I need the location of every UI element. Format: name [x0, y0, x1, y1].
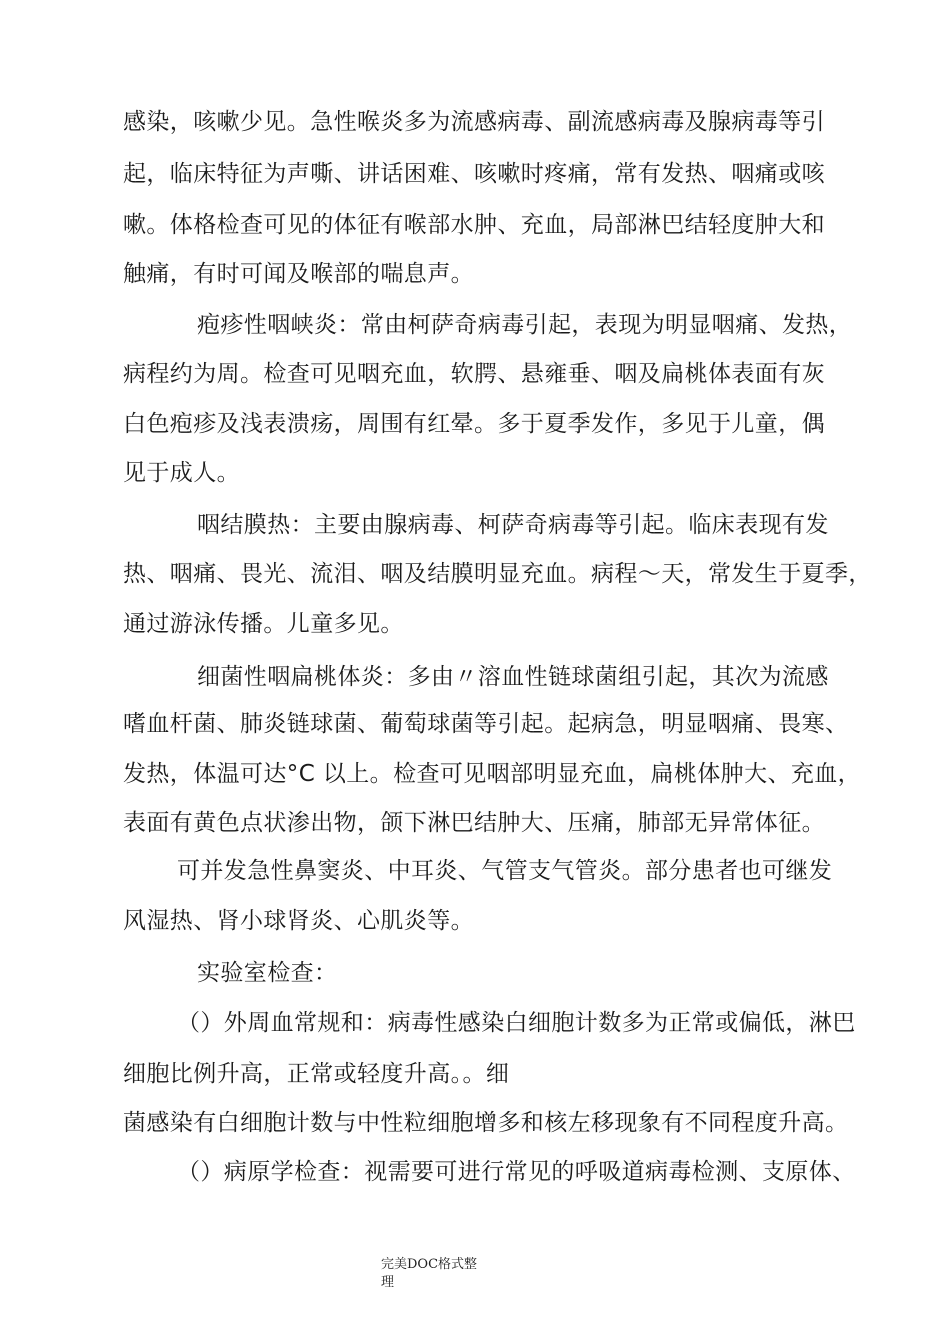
- text-line-21: 菌感染有白细胞计数与中性粒细胞增多和核左移现象有不同程度升高。: [123, 1110, 849, 1136]
- text-line-11: 通过游泳传播。儿童多见。: [123, 611, 404, 637]
- text-line-1: 感染，咳嗽少见。急性喉炎多为流感病毒、副流感病毒及腺病毒等引: [123, 109, 825, 135]
- text-line-17: 风湿热、肾小球肾炎、心肌炎等。: [123, 908, 474, 934]
- text-line-18: 实验室检查：: [197, 960, 338, 986]
- text-line-8: 见于成人。: [123, 460, 240, 486]
- text-line-3: 嗽。体格检查可见的体征有喉部水肿、充血，局部淋巴结轻度肿大和: [123, 212, 825, 238]
- text-line-20: 细胞比例升高，正常或轻度升高。。细: [123, 1061, 510, 1087]
- text-line-5: 疱疹性咽峡炎：常由柯萨奇病毒引起，表现为明显咽痛、发热，: [197, 312, 853, 338]
- text-line-6: 病程约为周。检查可见咽充血，软腭、悬雍垂、咽及扁桃体表面有灰: [123, 361, 825, 387]
- footer-line-1: 完美DOC格式整: [381, 1257, 478, 1272]
- text-line-2: 起，临床特征为声嘶、讲话困难、咳嗽时疼痛，常有发热、咽痛或咳: [123, 161, 825, 187]
- text-line-7: 白色疱疹及浅表溃疡，周围有红晕。多于夏季发作，多见于儿童，偶: [123, 411, 825, 437]
- text-line-19: （）外周血常规和：病毒性感染白细胞计数多为正常或偏低，淋巴: [177, 1010, 856, 1036]
- text-line-22: （）病原学检查：视需要可进行常见的呼吸道病毒检测、支原体、: [177, 1159, 856, 1185]
- text-line-16: 可并发急性鼻窦炎、中耳炎、气管支气管炎。部分患者也可继发: [177, 858, 833, 884]
- text-line-9: 咽结膜热：主要由腺病毒、柯萨奇病毒等引起。临床表现有发: [197, 512, 829, 538]
- text-line-13: 嗜血杆菌、肺炎链球菌、葡萄球菌等引起。起病急，明显咽痛、畏寒、: [123, 711, 849, 737]
- text-line-10: 热、咽痛、畏光、流泪、咽及结膜明显充血。病程〜天，常发生于夏季，: [123, 561, 872, 587]
- text-line-14: 发热，体温可达°C 以上。检查可见咽部明显充血，扁桃体肿大、充血，: [123, 761, 862, 787]
- text-line-15: 表面有黄色点状渗出物，颌下淋巴结肿大、压痛，肺部无异常体征。: [123, 810, 825, 836]
- footer-line-2: 理: [381, 1275, 395, 1290]
- text-line-12: 细菌性咽扁桃体炎：多由〃溶血性链球菌组引起，其次为流感: [197, 664, 829, 690]
- text-line-4: 触痛，有时可闻及喉部的喘息声。: [123, 261, 474, 287]
- page-footer: [381, 1256, 477, 1292]
